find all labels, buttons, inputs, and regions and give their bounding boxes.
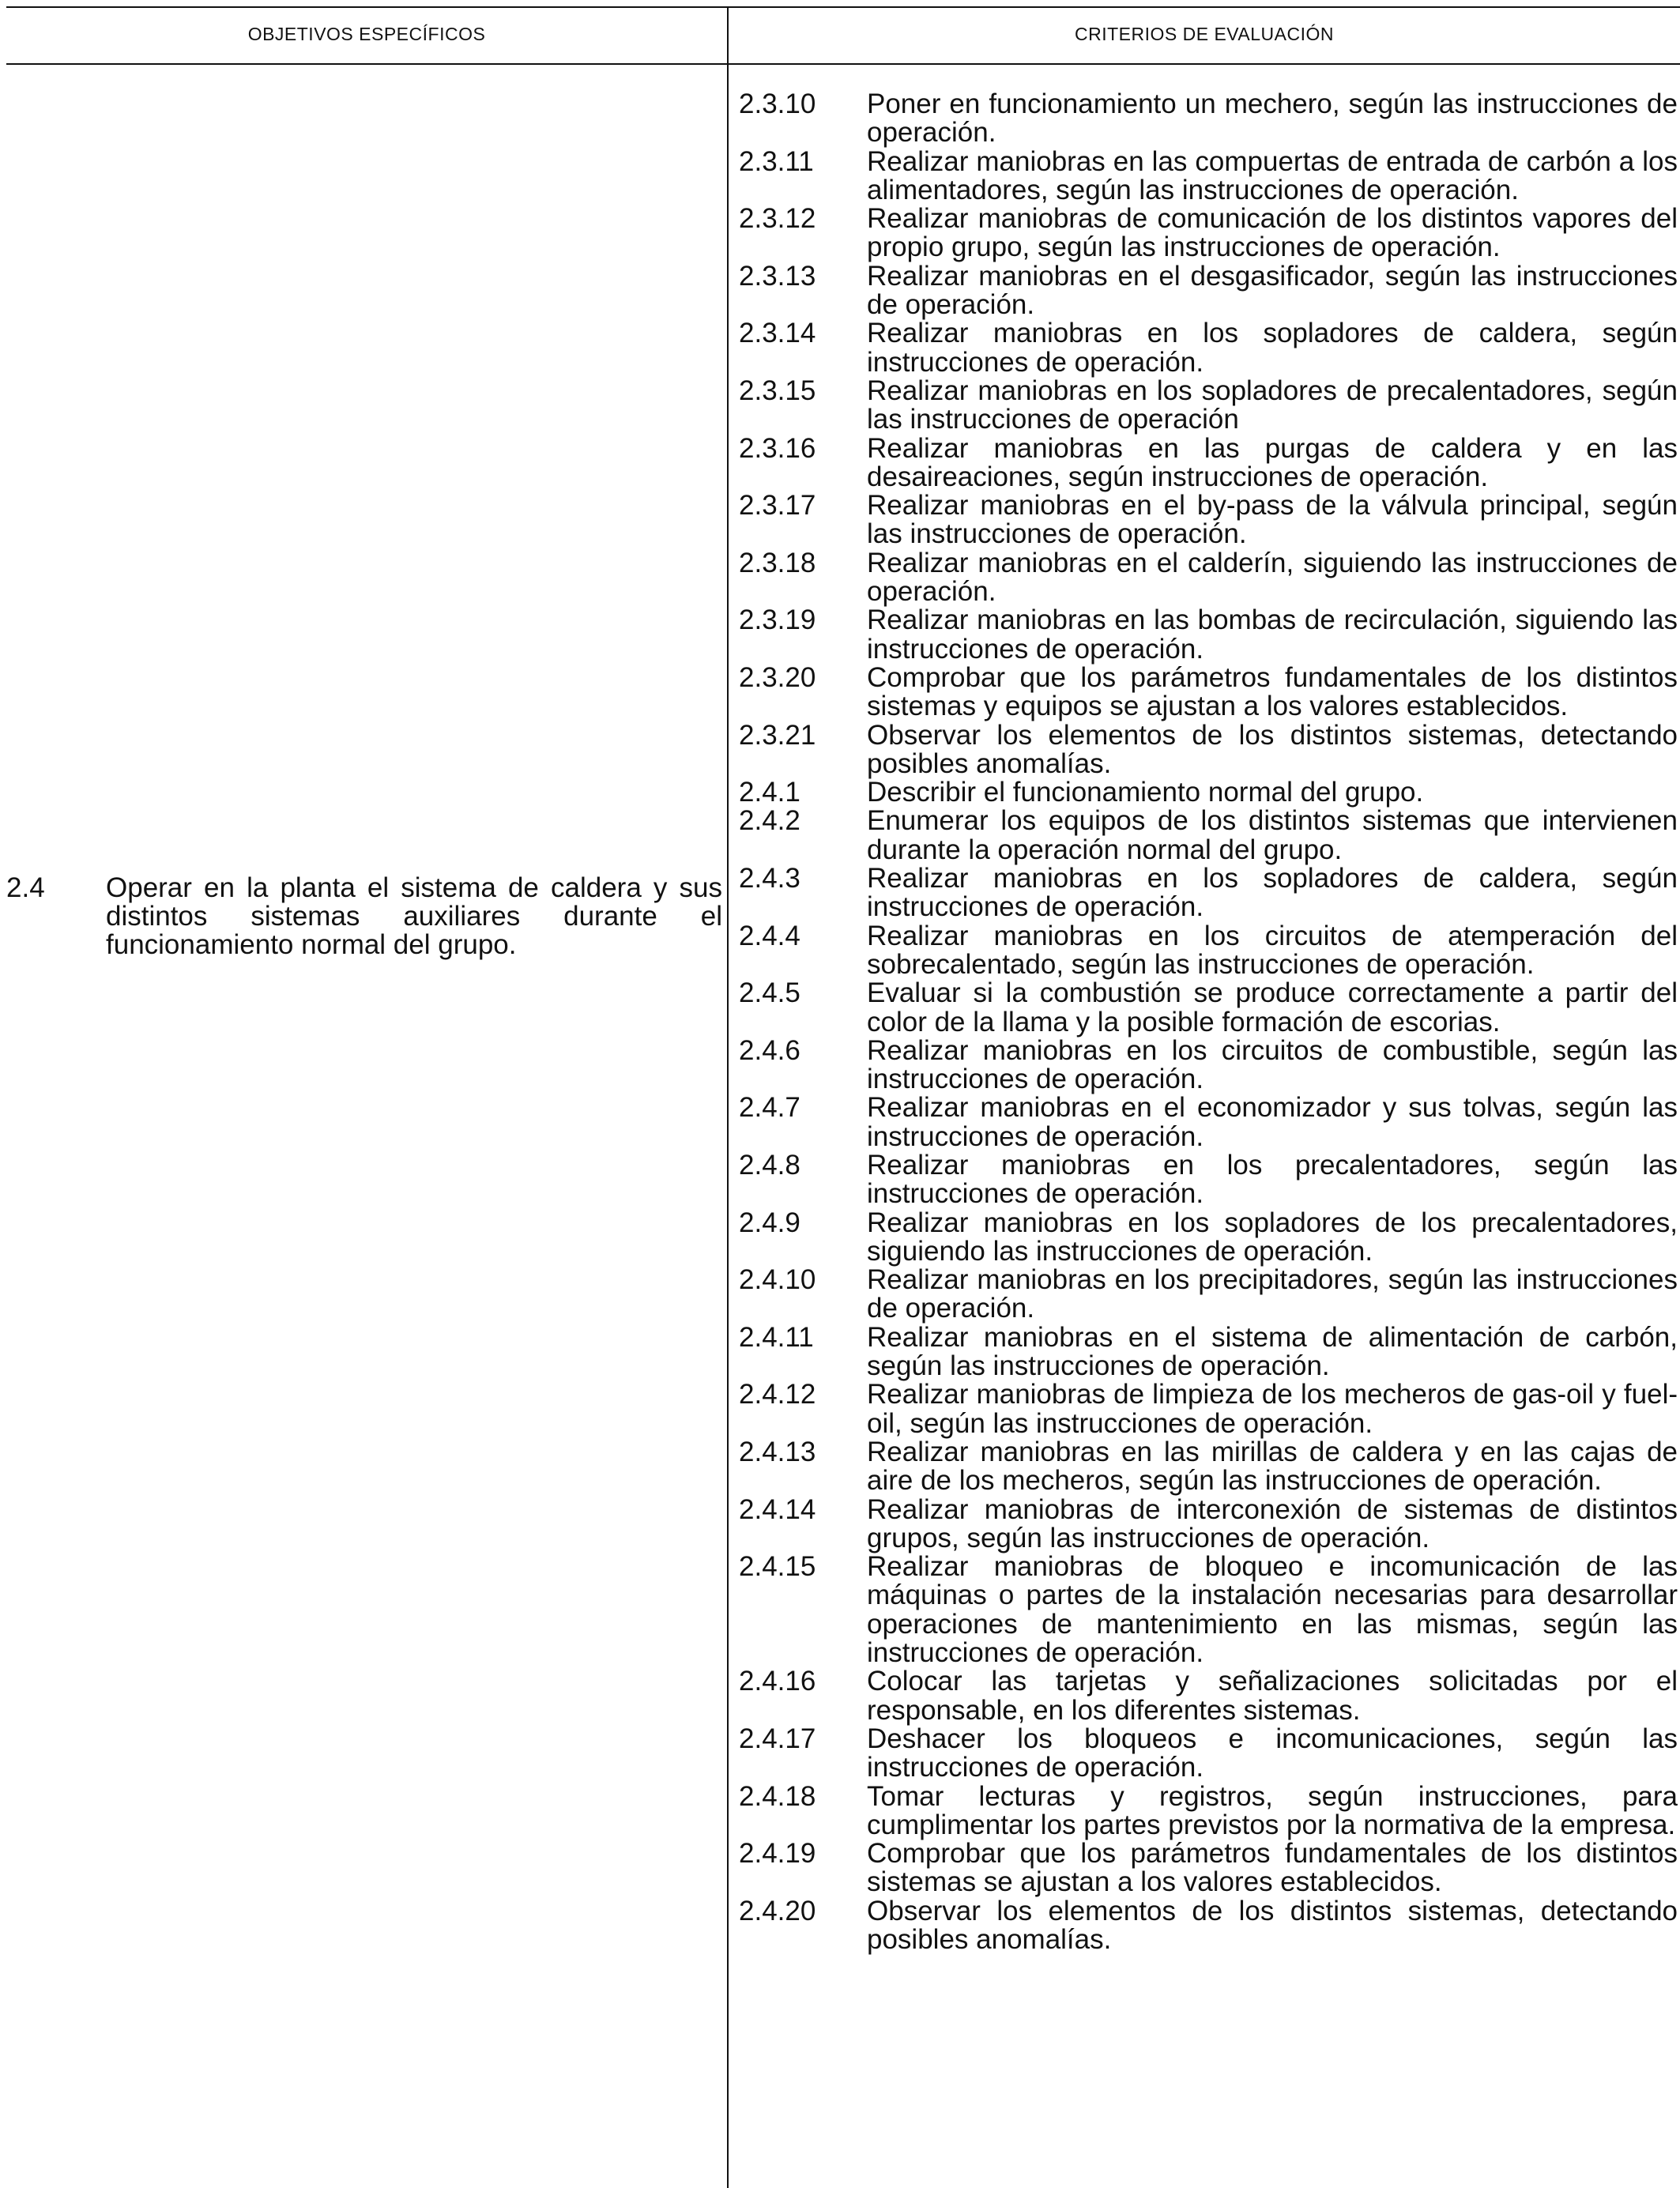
criterion-number: 2.4.20: [739, 1895, 816, 1926]
criterion-item: [739, 721, 1678, 779]
criterion-item: [739, 1725, 1678, 1783]
criterion-item: [739, 432, 1678, 492]
criterion-number: 2.3.21: [739, 719, 816, 751]
criterion-item: [739, 262, 1678, 320]
criterion-number: 2.4.17: [739, 1723, 816, 1754]
criterion-item: [739, 1780, 1678, 1840]
criterion-item: [739, 1034, 1678, 1095]
criterion-text: Describir el funcionamiento normal del grupo.: [867, 777, 1424, 808]
criterion-text: Realizar maniobras en el economizador y sus tolvas, según las instrucciones de operación.: [867, 1092, 1678, 1152]
criterion-item: [739, 1209, 1678, 1267]
criterion-item: [739, 778, 1678, 807]
criterion-number: 2.4.4: [739, 920, 800, 951]
header-bottom-rule: [6, 63, 1680, 65]
criterion-number: 2.3.18: [739, 547, 816, 578]
criterion-text: Comprobar que los parámetros fundamentales de los distintos sistemas se ajustan a los valores establecidos.: [867, 1838, 1678, 1898]
criterion-item: [739, 549, 1678, 607]
criterion-text: Poner en funcionamiento un mechero, según las instrucciones de operación.: [867, 88, 1678, 149]
criterion-text: Realizar maniobras en los circuitos de atemperación del sobrecalentado, según las instrucciones de operación.: [867, 920, 1678, 980]
objective-number: 2.4: [6, 872, 45, 903]
column-divider: [727, 6, 729, 2188]
criterion-number: 2.4.6: [739, 1034, 800, 1066]
criterion-text: Realizar maniobras en los sopladores de caldera, según instrucciones de operación.: [867, 318, 1678, 378]
criterion-text: Observar los elementos de los distintos sistemas, detectando posibles anomalías.: [867, 1895, 1678, 1955]
criterion-number: 2.4.19: [739, 1838, 816, 1870]
criterion-text: Enumerar los equipos de los distintos sistemas que intervienen durante la operación normal del grupo.: [867, 805, 1678, 865]
criterion-number: 2.4.16: [739, 1666, 816, 1697]
criterion-item: [739, 1553, 1678, 1667]
criterion-number: 2.3.15: [739, 375, 816, 406]
criterion-item: [739, 319, 1678, 377]
criteria-list: [739, 90, 1678, 1954]
criterion-item: [739, 1321, 1678, 1382]
criterion-text: Realizar maniobras de comunicación de los distintos vapores del propio grupo, según las instrucciones de operación.: [867, 203, 1678, 263]
criterion-item: [739, 922, 1678, 980]
criterion-number: 2.4.9: [739, 1207, 800, 1238]
criterion-number: 2.3.10: [739, 88, 816, 119]
criterion-text: Realizar maniobras en las bombas de recirculación, siguiendo las instrucciones de operación.: [867, 604, 1678, 665]
criterion-number: 2.3.14: [739, 318, 816, 349]
criterion-item: [739, 864, 1678, 922]
criterion-item: [739, 1151, 1678, 1209]
criterion-number: 2.4.11: [739, 1321, 814, 1353]
criterion-text: Colocar las tarjetas y señalizaciones solicitadas por el responsable, en los diferentes sistemas.: [867, 1666, 1678, 1726]
criterion-number: 2.4.13: [739, 1436, 816, 1467]
criterion-text: Evaluar si la combustión se produce correctamente a partir del color de la llama y la posible formación de escorias.: [867, 977, 1678, 1038]
criterion-text: Realizar maniobras en el calderín, siguiendo las instrucciones de operación.: [867, 547, 1678, 608]
criterion-item: [739, 377, 1678, 435]
criterion-text: Realizar maniobras en el desgasificador, según las instrucciones de operación.: [867, 260, 1678, 321]
header-objetivos: OBJETIVOS ESPECÍFICOS: [247, 24, 486, 44]
criterion-text: Realizar maniobras en las mirillas de caldera y en las cajas de aire de los mecheros, según las instrucciones de operación.: [867, 1436, 1678, 1497]
criterion-text: Realizar maniobras de interconexión de sistemas de distintos grupos, según las instrucciones de operación.: [867, 1493, 1678, 1553]
criterion-number: 2.4.12: [739, 1379, 816, 1410]
criterion-item: [739, 1266, 1678, 1324]
criterion-number: 2.4.18: [739, 1780, 816, 1812]
criterion-number: 2.4.2: [739, 805, 800, 837]
criterion-text: Realizar maniobras en los circuitos de combustible, según las instrucciones de operación.: [867, 1034, 1678, 1095]
criterion-item: [739, 1897, 1678, 1955]
criterion-text: Realizar maniobras en los sopladores de caldera, según instrucciones de operación.: [867, 863, 1678, 923]
criterion-number: 2.3.17: [739, 490, 816, 522]
criterion-item: [739, 661, 1678, 722]
criterion-text: Realizar maniobras en las purgas de caldera y en las desaireaciones, según instrucciones de operación.: [867, 432, 1678, 492]
criterion-number: 2.4.14: [739, 1493, 816, 1525]
criterion-text: Realizar maniobras en los sopladores de precalentadores, según las instrucciones de operación: [867, 375, 1678, 435]
criterion-text: Realizar maniobras en los sopladores de los precalentadores, siguiendo las instrucciones de operación.: [867, 1207, 1678, 1267]
criterion-item: [739, 1438, 1678, 1496]
criterion-item: [739, 979, 1678, 1037]
criterion-number: 2.4.5: [739, 977, 800, 1009]
criterion-item: [739, 205, 1678, 262]
criterion-number: 2.3.13: [739, 260, 816, 292]
criterion-text: Tomar lecturas y registros, según instrucciones, para cumplimentar los partes previstos por la normativa de la empresa.: [867, 1780, 1678, 1840]
criterion-item: [739, 1493, 1678, 1553]
criterion-item: [739, 1094, 1678, 1151]
criterion-number: 2.4.1: [739, 777, 800, 808]
criterion-item: [739, 1380, 1678, 1438]
objective-text: Operar en la planta el sistema de caldera y sus distintos sistemas auxiliares durante el funcionamiento normal del grupo.: [106, 872, 722, 960]
header-criterios: CRITERIOS DE EVALUACIÓN: [1074, 24, 1335, 44]
criterion-number: 2.3.11: [739, 145, 814, 177]
criterion-item: [739, 1840, 1678, 1897]
criterion-item: [739, 90, 1678, 148]
criterion-text: Realizar maniobras en los precalentadores, según las instrucciones de operación.: [867, 1149, 1678, 1210]
criterion-text: Realizar maniobras en el by-pass de la válvula principal, según las instrucciones de operación.: [867, 490, 1678, 550]
criterion-number: 2.3.19: [739, 604, 816, 636]
criterion-text: Comprobar que los parámetros fundamentales de los distintos sistemas y equipos se ajustan a los valores establecidos.: [867, 661, 1678, 722]
criterion-text: Realizar maniobras de bloqueo e incomunicación de las máquinas o partes de la instalación necesarias para desarrollar operaciones de mantenimiento en las mismas, según las instrucciones de operación.: [867, 1551, 1678, 1669]
criterion-number: 2.4.3: [739, 863, 800, 894]
criterion-text: Deshacer los bloqueos e incomunicaciones, según las instrucciones de operación.: [867, 1723, 1678, 1783]
criterion-item: [739, 145, 1678, 205]
criterion-number: 2.3.16: [739, 432, 816, 464]
criterion-text: Realizar maniobras en el sistema de alimentación de carbón, según las instrucciones de operación.: [867, 1321, 1678, 1382]
criterion-number: 2.4.8: [739, 1149, 800, 1181]
criterion-number: 2.4.10: [739, 1264, 816, 1296]
criterion-item: [739, 606, 1678, 664]
criterion-number: 2.4.7: [739, 1092, 800, 1124]
criterion-number: 2.3.12: [739, 203, 816, 235]
criterion-item: [739, 1667, 1678, 1725]
criterion-number: 2.3.20: [739, 661, 816, 693]
criterion-item: [739, 491, 1678, 549]
criterion-text: Observar los elementos de los distintos sistemas, detectando posibles anomalías.: [867, 719, 1678, 779]
criterion-number: 2.4.15: [739, 1551, 816, 1583]
criterion-text: Realizar maniobras en las compuertas de entrada de carbón a los alimentadores, según las instrucciones de operación.: [867, 145, 1678, 205]
table-top-rule: [6, 6, 1680, 8]
criterion-text: Realizar maniobras de limpieza de los mecheros de gas-oil y fuel-oil, según las instrucciones de operación.: [867, 1379, 1678, 1439]
criterion-item: [739, 807, 1678, 864]
criterion-text: Realizar maniobras en los precipitadores, según las instrucciones de operación.: [867, 1264, 1678, 1324]
